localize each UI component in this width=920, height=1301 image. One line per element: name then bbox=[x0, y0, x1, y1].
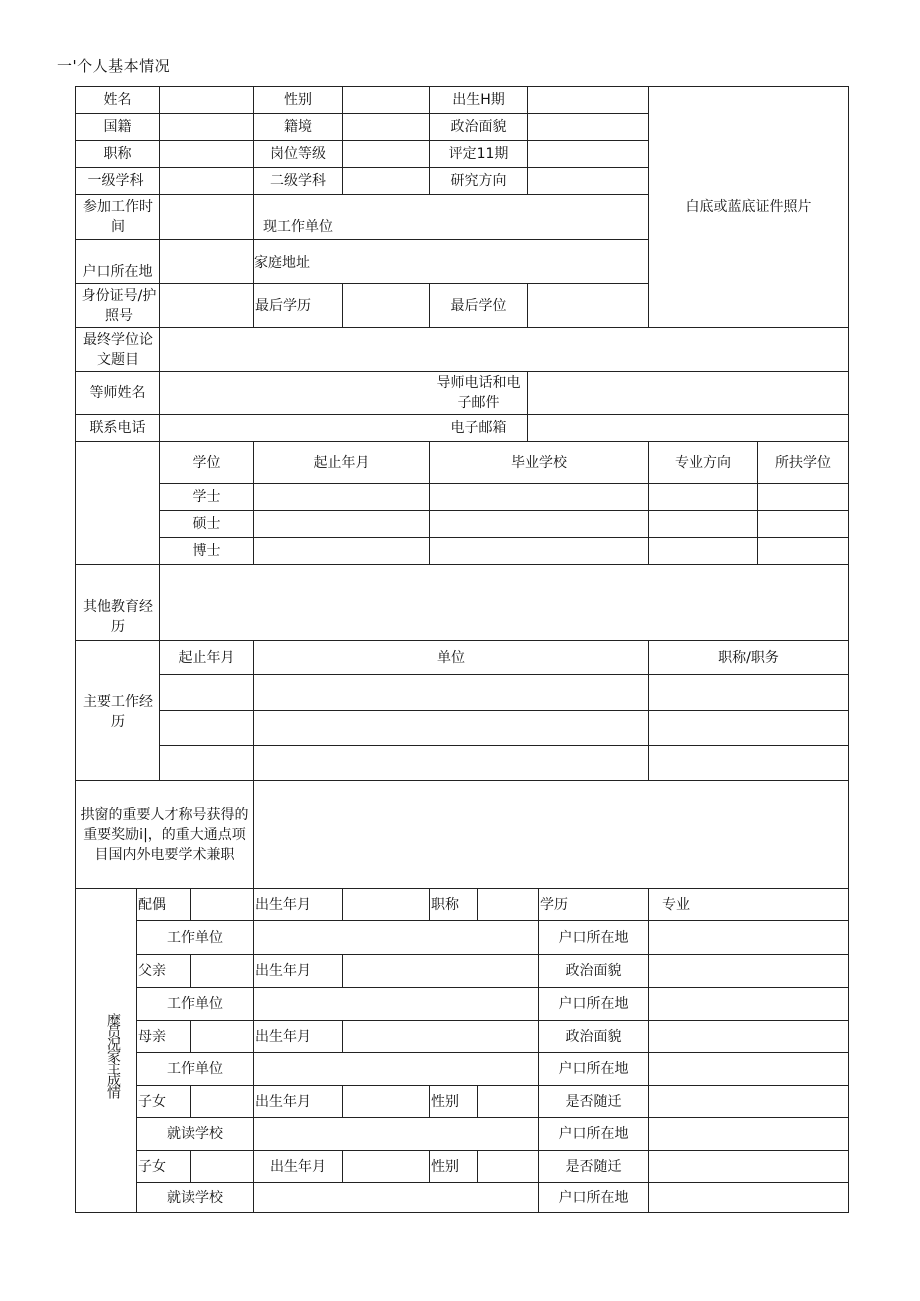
label-spouse-education: 学历 bbox=[540, 896, 568, 913]
label-spouse-hukou: 户口所在地 bbox=[558, 929, 629, 946]
edu-header-major: 专业方向 bbox=[675, 454, 731, 471]
table-line bbox=[75, 86, 76, 1213]
table-line bbox=[527, 371, 528, 441]
edu-row-bachelor: 学士 bbox=[192, 489, 221, 505]
label-child-2-school: 就读学校 bbox=[167, 1189, 223, 1206]
label-rated-date: 评定11期 bbox=[448, 146, 509, 162]
table-line bbox=[75, 564, 849, 565]
edu-header-degree: 学位 bbox=[192, 454, 221, 471]
label-mother-work-unit: 工作单位 bbox=[167, 1061, 223, 1077]
table-line bbox=[190, 1085, 191, 1117]
table-line bbox=[159, 710, 849, 711]
label-spouse-major: 专业 bbox=[662, 896, 690, 913]
label-child-1: 子女 bbox=[138, 1093, 166, 1110]
label-research-direction: 研究方向 bbox=[450, 173, 507, 189]
table-line bbox=[159, 537, 849, 538]
table-line bbox=[190, 1020, 191, 1052]
edu-row-master: 硕士 bbox=[192, 516, 221, 532]
label-spouse: 配偶 bbox=[138, 896, 166, 913]
work-header-unit: 单位 bbox=[437, 649, 465, 666]
label-father-birth: 出生年月 bbox=[255, 963, 311, 979]
table-line bbox=[342, 1150, 343, 1182]
table-line bbox=[75, 283, 649, 284]
table-line bbox=[477, 888, 478, 920]
table-line bbox=[159, 510, 849, 511]
label-native-place: 籍境 bbox=[284, 119, 312, 135]
label-mother-birth: 出生年月 bbox=[255, 1028, 311, 1045]
label-father: 父亲 bbox=[138, 963, 166, 979]
label-home-address: 家庭地址 bbox=[254, 255, 310, 271]
label-honors-awards: 拱窗的重要人才称号获得的重要奖励i|，的重大通点项目国内外电要学术兼职 bbox=[80, 807, 249, 863]
label-thesis-title: 最终学位论文题目 bbox=[83, 331, 153, 368]
label-father-work-unit: 工作单位 bbox=[167, 996, 223, 1012]
table-line bbox=[527, 86, 528, 194]
table-line bbox=[429, 1085, 430, 1117]
label-mother: 母亲 bbox=[138, 1028, 166, 1045]
edu-header-period: 起止年月 bbox=[313, 454, 370, 471]
table-line bbox=[136, 1020, 849, 1021]
label-father-political: 政治面貌 bbox=[565, 963, 622, 979]
label-gender: 性别 bbox=[284, 92, 312, 108]
label-nationality: 国籍 bbox=[103, 119, 132, 135]
table-line bbox=[75, 239, 649, 240]
table-line bbox=[342, 283, 343, 327]
table-line bbox=[527, 283, 528, 327]
table-line bbox=[342, 1020, 343, 1052]
label-father-hukou: 户口所在地 bbox=[558, 996, 629, 1012]
label-last-education: 最后学历 bbox=[255, 297, 311, 314]
table-line bbox=[477, 1150, 478, 1182]
table-line bbox=[342, 1085, 343, 1117]
label-child-2-gender: 性别 bbox=[431, 1158, 459, 1175]
table-line bbox=[75, 327, 849, 328]
table-line bbox=[75, 113, 649, 114]
label-child-2-birth: 出生年月 bbox=[270, 1158, 326, 1175]
table-line bbox=[190, 1150, 191, 1182]
label-discipline-2: 二级学科 bbox=[270, 173, 326, 189]
table-line bbox=[648, 888, 649, 1212]
table-line bbox=[75, 780, 849, 781]
label-discipline-1: 一级学科 bbox=[87, 173, 144, 189]
label-phone: 联系电话 bbox=[89, 420, 146, 436]
label-work-experience: 主要工作经历 bbox=[83, 694, 153, 730]
table-line bbox=[342, 954, 343, 987]
table-line bbox=[429, 888, 430, 920]
label-child-1-hukou: 户口所在地 bbox=[558, 1126, 629, 1142]
label-spouse-birth: 出生年月 bbox=[255, 896, 311, 913]
label-id-passport: 身份证号/护照号 bbox=[81, 287, 157, 324]
table-line bbox=[75, 140, 649, 141]
label-child-2-hukou: 户口所在地 bbox=[558, 1189, 629, 1206]
edu-header-degree-awarded: 所扶学位 bbox=[775, 454, 831, 471]
table-line bbox=[477, 1085, 478, 1117]
table-line bbox=[159, 86, 160, 781]
label-mother-political: 政治面貌 bbox=[565, 1028, 622, 1045]
label-current-unit: 现工作单位 bbox=[263, 219, 333, 235]
label-family-members: 糜员况家主成情 bbox=[105, 1013, 121, 1097]
table-line bbox=[253, 640, 254, 888]
label-name: 姓名 bbox=[103, 92, 132, 108]
edu-header-school: 毕业学校 bbox=[511, 454, 567, 471]
table-line bbox=[159, 745, 849, 746]
edu-row-doctor: 博士 bbox=[192, 543, 221, 559]
label-political-status: 政治面貌 bbox=[450, 119, 507, 135]
label-last-degree: 最后学位 bbox=[450, 297, 507, 314]
photo-placeholder: 白底或蓝底证件照片 bbox=[685, 199, 812, 215]
work-header-period: 起止年月 bbox=[178, 649, 235, 666]
label-advisor-contact: 导师电话和电子邮件 bbox=[436, 375, 521, 411]
label-email: 电子邮箱 bbox=[450, 420, 507, 436]
label-birth-date: 出生H期 bbox=[452, 92, 505, 108]
table-line bbox=[342, 888, 343, 920]
work-header-title: 职称/职务 bbox=[718, 649, 779, 666]
label-child-1-gender: 性别 bbox=[431, 1093, 459, 1110]
label-child-1-birth: 出生年月 bbox=[255, 1093, 311, 1110]
table-line bbox=[136, 954, 849, 955]
table-line bbox=[848, 86, 849, 1213]
label-child-1-school: 就读学校 bbox=[167, 1126, 223, 1142]
label-work-start: 参加工作时间 bbox=[83, 199, 153, 235]
label-mother-hukou: 户口所在地 bbox=[558, 1061, 629, 1077]
section-title: 一'个人基本情况 bbox=[57, 57, 171, 75]
label-post-level: 岗位等级 bbox=[270, 146, 326, 162]
table-line bbox=[159, 483, 849, 484]
label-child-2: 子女 bbox=[138, 1158, 166, 1175]
table-line bbox=[190, 954, 191, 987]
label-child-2-follow: 是否随迁 bbox=[565, 1158, 622, 1175]
table-line bbox=[190, 888, 191, 920]
label-other-education: 其他教育经历 bbox=[83, 599, 153, 635]
table-line bbox=[342, 86, 343, 194]
table-line bbox=[136, 1150, 849, 1151]
table-line bbox=[75, 194, 649, 195]
table-line bbox=[159, 674, 849, 675]
label-spouse-work-unit: 工作单位 bbox=[167, 929, 223, 946]
label-hukou: 户口所在地 bbox=[82, 263, 153, 280]
label-spouse-title: 职称 bbox=[431, 896, 459, 913]
table-line bbox=[136, 1085, 849, 1086]
table-line bbox=[75, 167, 649, 168]
label-professional-title: 职称 bbox=[103, 146, 132, 162]
label-advisor-name: 等师姓名 bbox=[89, 385, 146, 401]
table-line bbox=[429, 1150, 430, 1182]
table-line bbox=[75, 1212, 849, 1213]
label-child-1-follow: 是否随迁 bbox=[565, 1093, 622, 1110]
